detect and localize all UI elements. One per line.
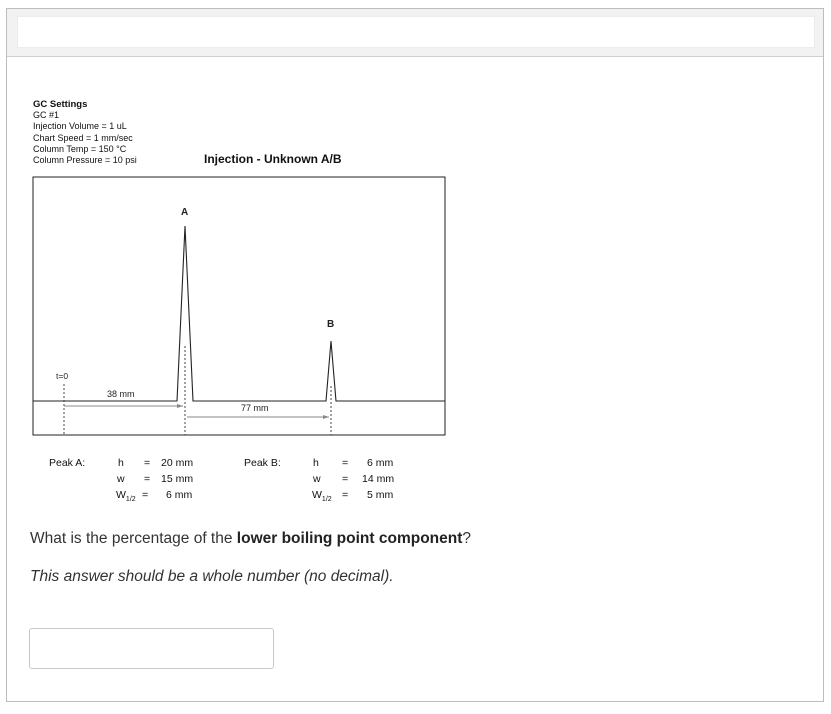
peak-b-w-key: w <box>313 473 321 485</box>
gc-figure <box>30 96 450 506</box>
peak-a-whalf-key: $W_{1/2}$ <box>116 489 136 504</box>
question-prefix: What is the percentage of the <box>30 530 237 547</box>
question-suffix: ? <box>462 530 472 547</box>
chart-frame <box>33 177 445 435</box>
gc-settings-heading: GC Settings <box>33 99 88 110</box>
peak-a-h-key: h <box>118 457 124 469</box>
distance-a-label: 38 mm <box>107 389 135 399</box>
peak-a-h-eq: = <box>144 457 151 469</box>
gc-settings-line: Injection Volume = 1 uL <box>33 121 127 132</box>
peak-b-title: Peak B: <box>244 457 281 469</box>
t0-label: t=0 <box>56 371 69 381</box>
top-bar-field <box>17 16 815 48</box>
peak-a-w-eq: = <box>144 473 151 485</box>
peak-b-whalf-eq: = <box>342 489 349 501</box>
distance-b-arrowhead <box>323 415 329 419</box>
peak-b-w-value: 14 mm <box>362 473 395 485</box>
distance-b-label: 77 mm <box>241 403 269 413</box>
peak-b-h-eq: = <box>342 457 349 469</box>
question-bold: lower boiling point component <box>236 530 463 547</box>
answer-input[interactable] <box>29 628 274 669</box>
peak-a-w-value: 15 mm <box>161 473 194 485</box>
gc-settings-line: Column Temp = 150 °C <box>33 143 127 154</box>
peak-b-whalf-value: 5 mm <box>367 489 394 501</box>
peak-b-w-eq: = <box>342 473 349 485</box>
gc-settings-line: GC #1 <box>33 110 60 121</box>
peak-b-h-key: h <box>313 457 319 469</box>
distance-a-arrowhead <box>177 404 183 408</box>
peak-a-whalf-eq: = <box>142 489 149 501</box>
peak-b-h-value: 6 mm <box>367 457 394 469</box>
peak-a-label: A <box>181 207 189 218</box>
top-bar <box>7 9 823 57</box>
peak-a-h-value: 20 mm <box>161 457 194 469</box>
question-text <box>30 530 471 548</box>
answer-note: This answer should be a whole number (no decimal). <box>30 568 394 585</box>
chart-title: Injection - Unknown A/B <box>204 152 342 166</box>
peak-b-whalf-key: $W_{1/2}$ <box>312 489 332 504</box>
chromatogram-trace <box>33 226 445 401</box>
peak-a-w-key: w <box>117 473 125 485</box>
peak-b-label: B <box>327 319 335 330</box>
chromatogram <box>30 96 450 506</box>
gc-settings-line: Column Pressure = 10 psi <box>33 155 137 166</box>
peak-a-whalf-value: 6 mm <box>166 489 193 501</box>
peak-a-title: Peak A: <box>49 457 86 469</box>
gc-settings-line: Chart Speed = 1 mm/sec <box>33 132 133 143</box>
